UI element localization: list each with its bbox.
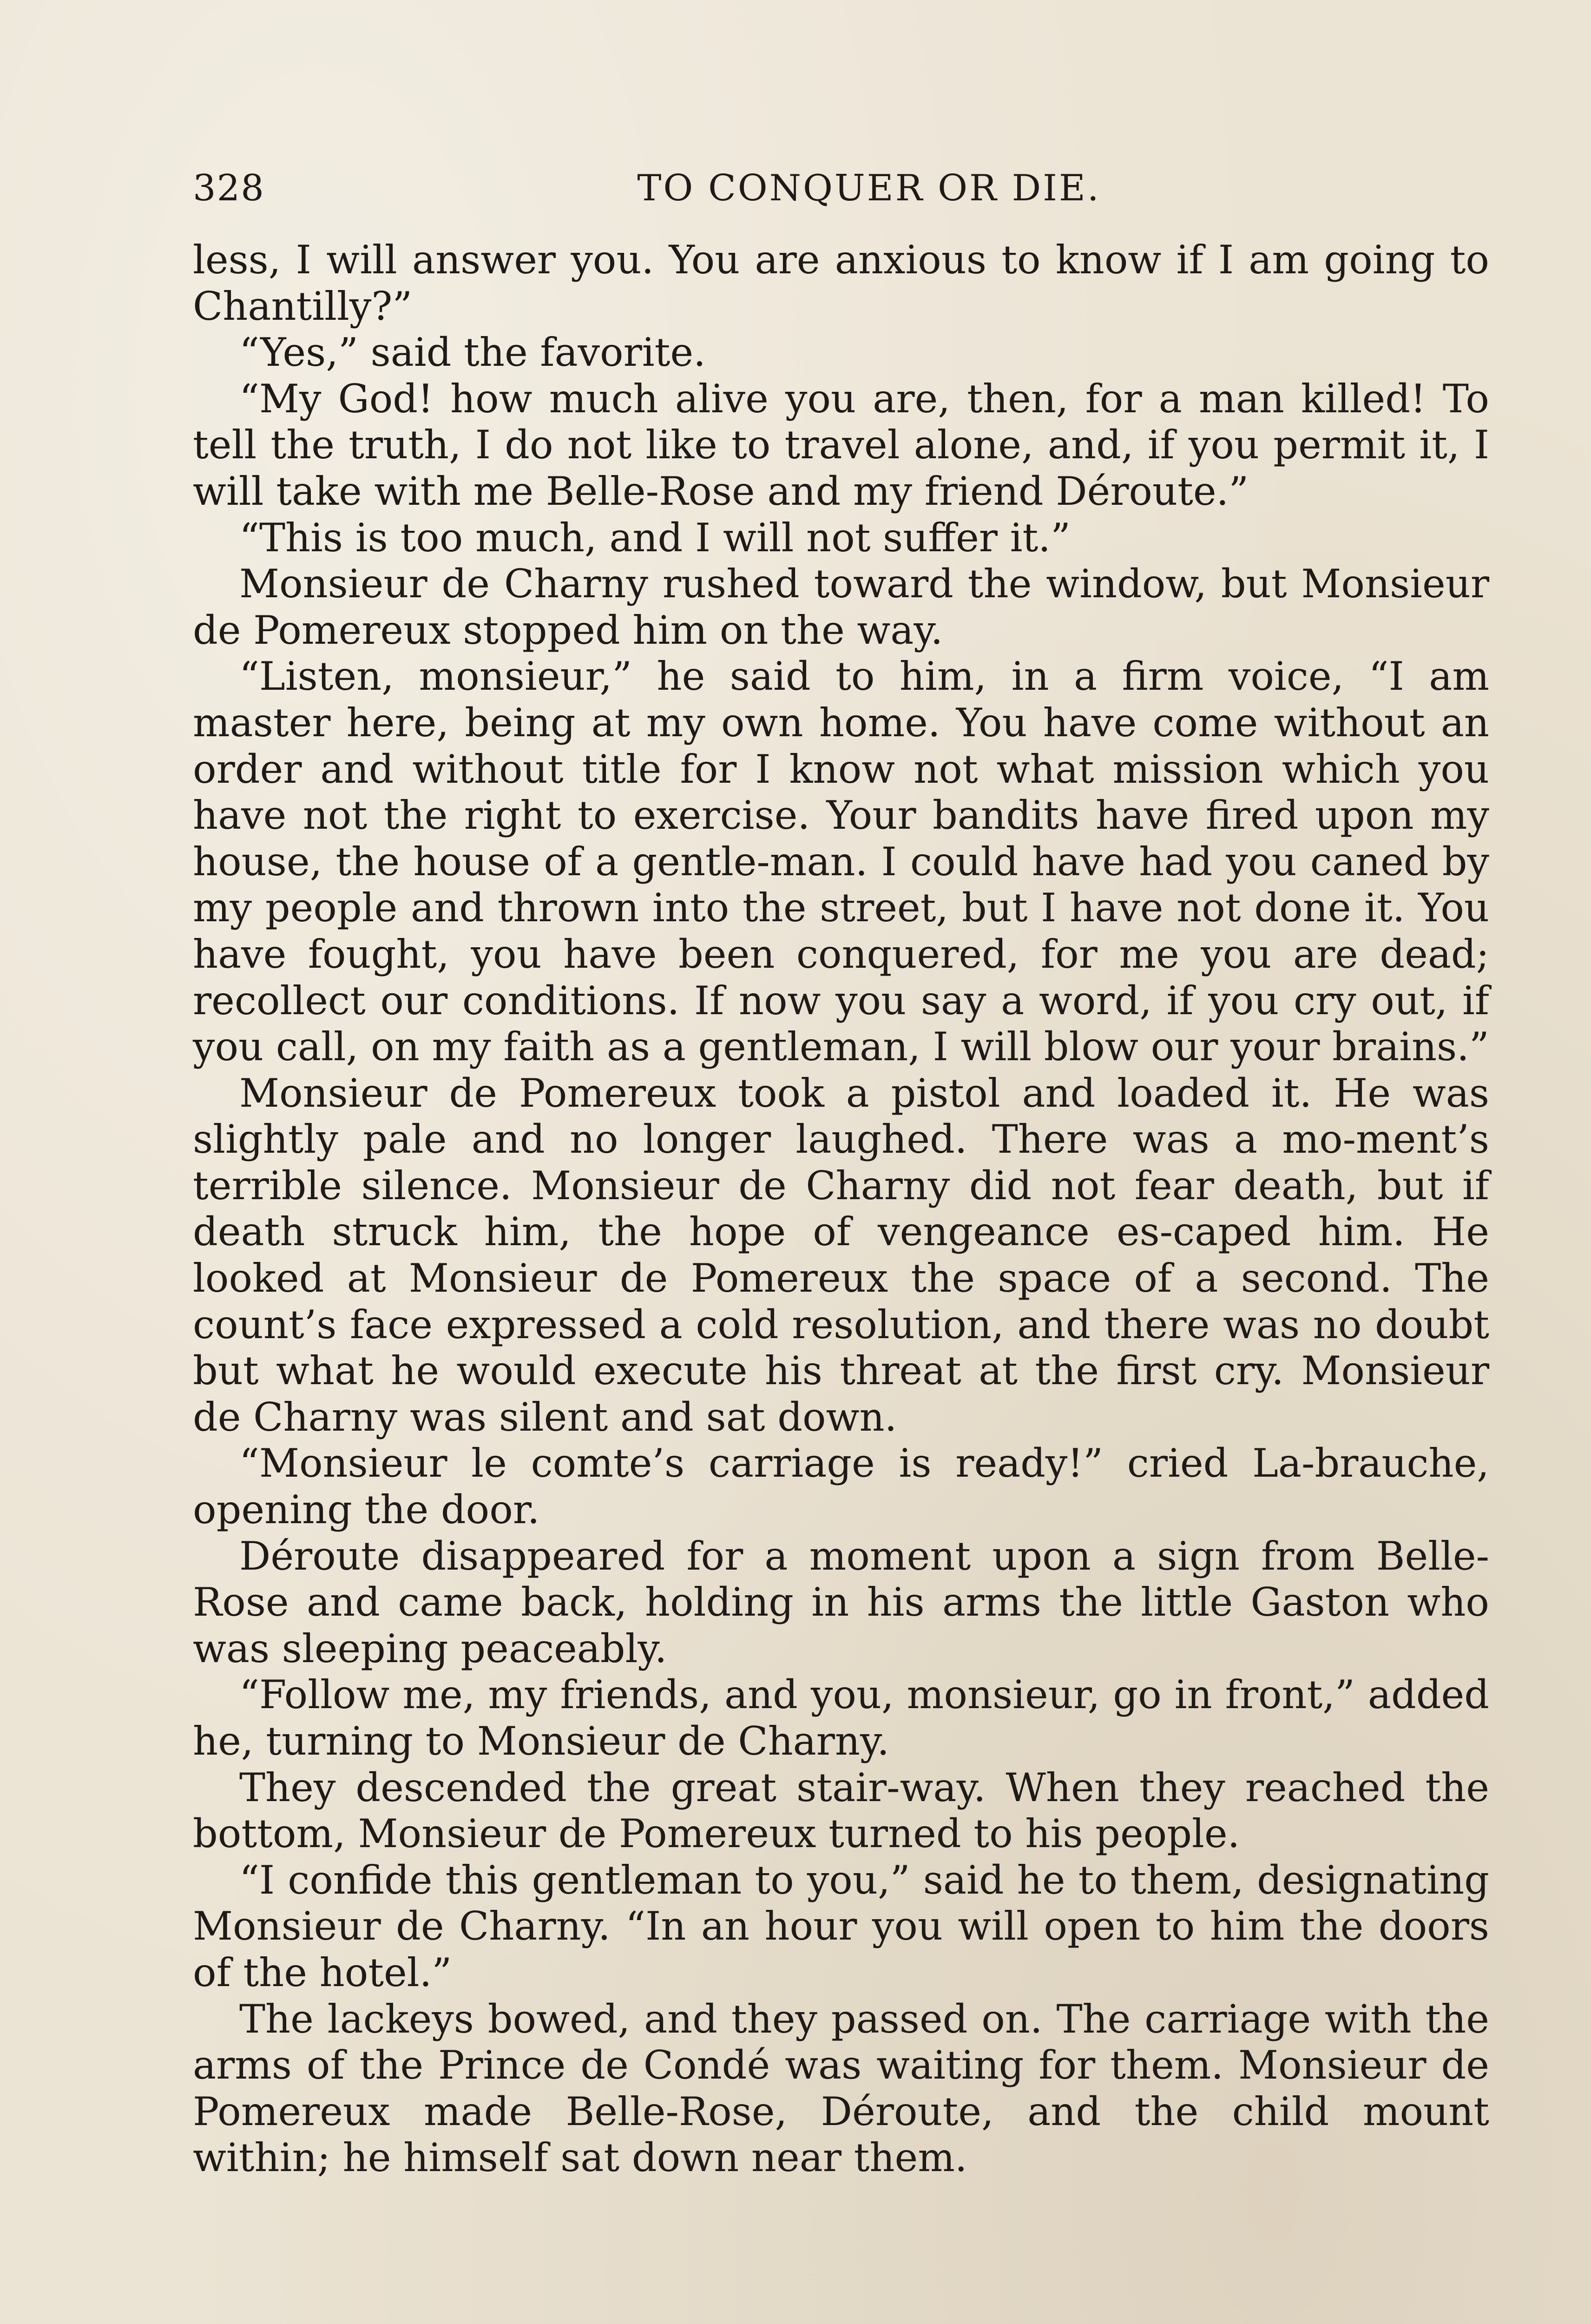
paragraph: “My God! how much alive you are, then, for a man killed! To tell the truth, I do not like to travel alone, and, if you permit it, I will take with me Belle-Rose and my friend Déroute.”: [193, 376, 1489, 514]
paragraph: Monsieur de Pomereux took a pistol and loaded it. He was slightly pale and no longer laughed. There was a mo-ment’s terrible silence. Monsieur de Charny did not fear death, but if death struck him, the hope of vengeance es-caped him. He looked at Monsieur de Pomereux the space of a second. The count’s face expressed a cold resolution, and there was no doubt but what he would execute his threat at the first cry. Monsieur de Charny was silent and sat down.: [193, 1070, 1489, 1440]
page-number: 328: [193, 167, 265, 209]
paragraph: “Listen, monsieur,” he said to him, in a firm voice, “I am master here, being at my own home. You have come without an order and without title for I know not what mission which you have not the right to exercise. Your bandits have fired upon my house, the house of a gentle-man. I could have had you caned by my people and thrown into the street, but I have not done it. You have fought, you have been conquered, for me you are dead; recollect our conditions. If now you say a word, if you cry out, if you call, on my faith as a gentleman, I will blow our your brains.”: [193, 654, 1489, 1070]
paragraph: less, I will answer you. You are anxious to know if I am going to Chantilly?”: [193, 237, 1489, 329]
running-title: TO CONQUER OR DIE.: [637, 167, 1101, 209]
paragraph: The lackeys bowed, and they passed on. The carriage with the arms of the Prince de Condé was waiting for them. Monsieur de Pomereux made Belle-Rose, Déroute, and the child mount within; he himself sat down near them.: [193, 1996, 1489, 2181]
paragraph: “Monsieur le comte’s carriage is ready!” cried La-brauche, opening the door.: [193, 1440, 1489, 1533]
running-head: [193, 167, 1489, 218]
paragraph: “Follow me, my friends, and you, monsieur, go in front,” added he, turning to Monsieur de Charny.: [193, 1672, 1489, 1764]
book-page: [193, 167, 1489, 2181]
paragraph: They descended the great stair-way. When they reached the bottom, Monsieur de Pomereux turned to his people.: [193, 1764, 1489, 1857]
paragraph: Monsieur de Charny rushed toward the window, but Monsieur de Pomereux stopped him on the way.: [193, 561, 1489, 653]
body-text: [193, 237, 1489, 2181]
paragraph: “Yes,” said the favorite.: [239, 330, 706, 376]
paragraph: Déroute disappeared for a moment upon a sign from Belle-Rose and came back, holding in his arms the little Gaston who was sleeping peaceably.: [193, 1533, 1489, 1671]
paragraph: “This is too much, and I will not suffer it.”: [239, 515, 1071, 561]
paragraph: “I confide this gentleman to you,” said he to them, designating Monsieur de Charny. “In an hour you will open to him the doors of the hotel.”: [193, 1857, 1489, 1995]
